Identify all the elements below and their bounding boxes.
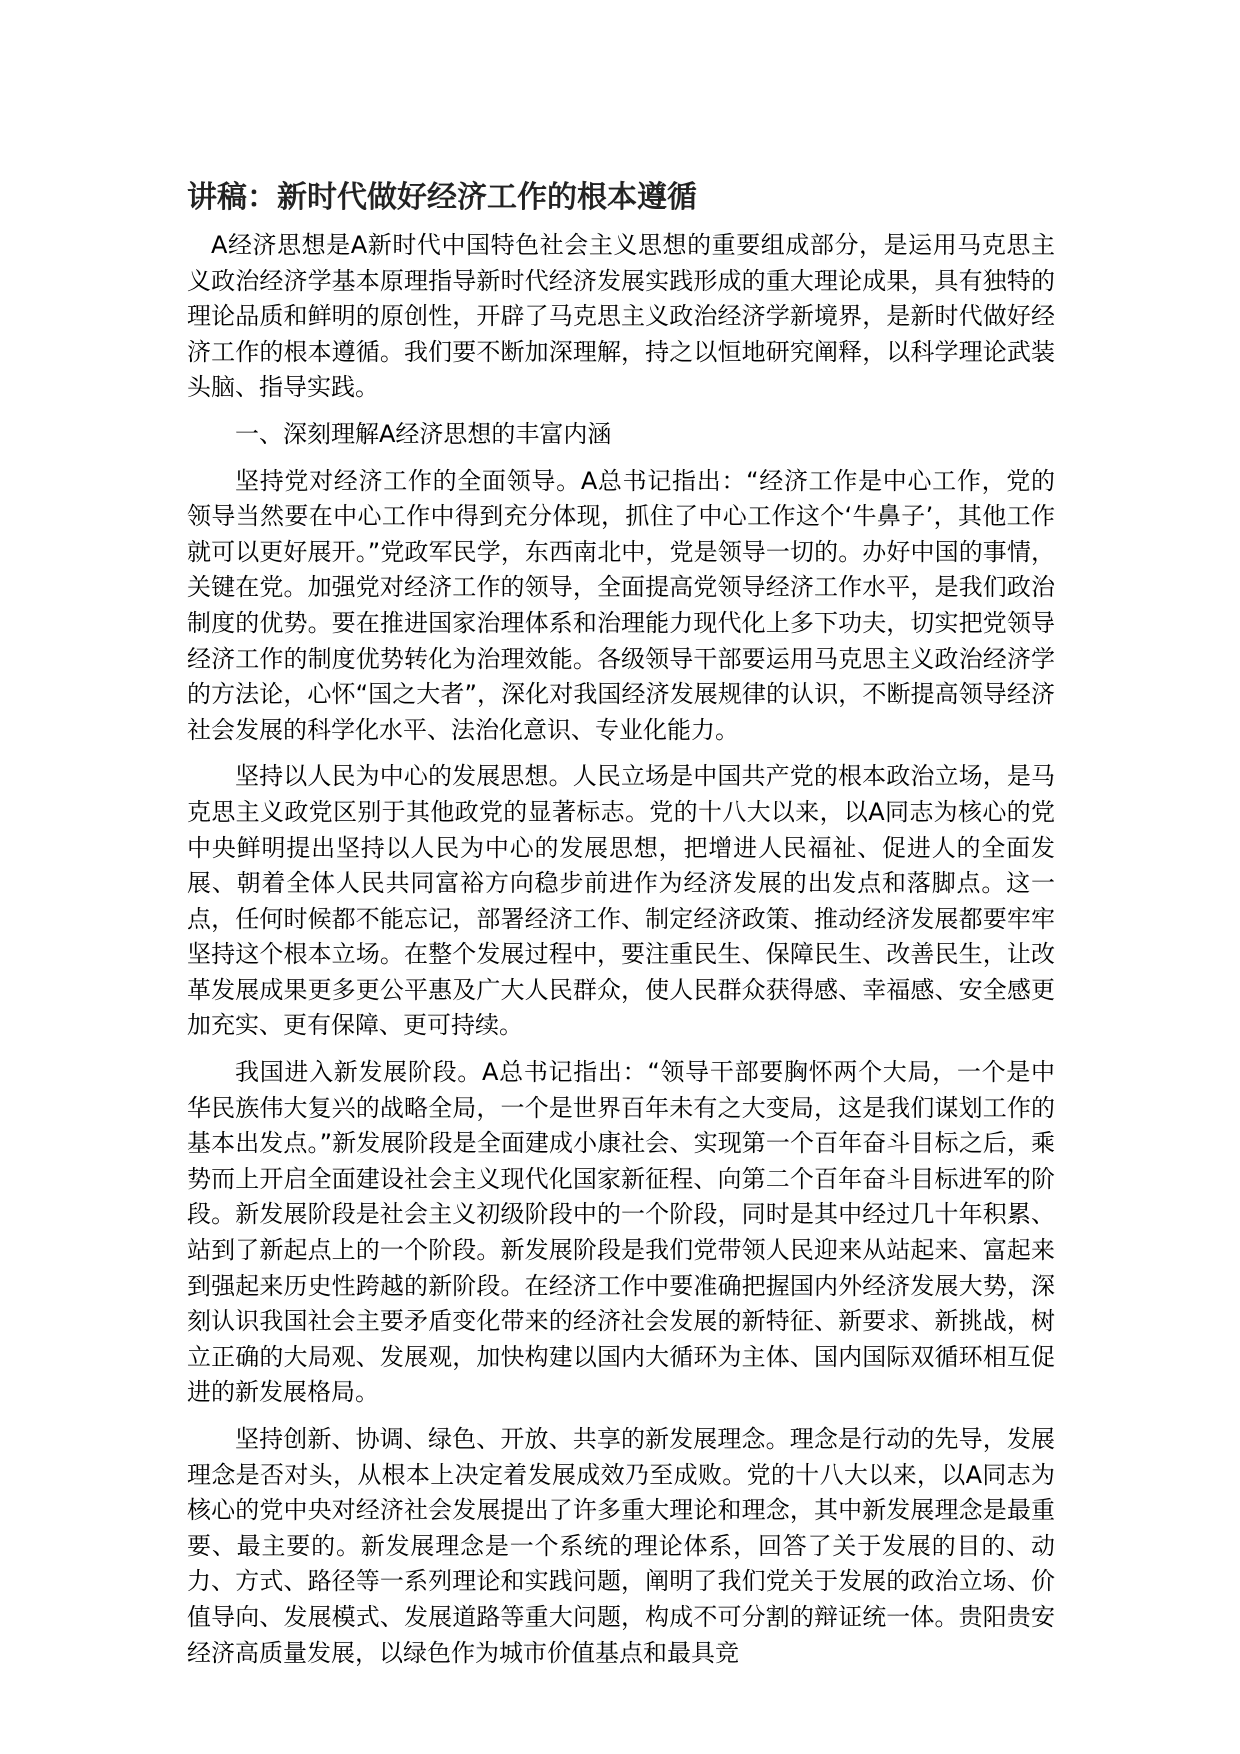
document-page — [187, 178, 1055, 1682]
section-heading: 一、深刻理解A经济思想的丰富内涵 — [235, 419, 612, 448]
paragraph-new-philosophy: 坚持创新、协调、绿色、开放、共享的新发展理念。理念是行动的先导，发展理念是否对头，从根本上决定着发展成效乃至成败。党的十八大以来，以A同志为核心的党中央对经济社会发展提出了许多重大理论和理念，其中新发展理念是最重要、最主要的。新发展理念是一个系统的理论体系，回答了关于发展的目的、动力、方式、路径等一系列理论和实践问题，阐明了我们党关于发展的政治立场、价值导向、发展模式、发展道路等重大问题，构成不可分割的辩证统一体。贵阳贵安经济高质量发展，以绿色作为城市价值基点和最具竞 — [187, 1425, 1055, 1667]
paragraph-people-centered: 坚持以人民为中心的发展思想。人民立场是中国共产党的根本政治立场，是马克思主义政党区别于其他政党的显著标志。党的十八大以来，以A同志为核心的党中央鲜明提出坚持以人民为中心的发展思想，把增进人民福祉、促进人的全面发展、朝着全体人民共同富裕方向稳步前进作为经济发展的出发点和落脚点。这一点，任何时候都不能忘记，部署经济工作、制定经济政策、推动经济发展都要牢牢坚持这个根本立场。在整个发展过程中，要注重民生、保障民生、改善民生，让改革发展成果更多更公平惠及广大人民群众，使人民群众获得感、幸福感、安全感更加充实、更有保障、更可持续。 — [187, 762, 1055, 1040]
paragraph-new-stage: 我国进入新发展阶段。A总书记指出：“领导干部要胸怀两个大局，一个是中华民族伟大复兴的战略全局，一个是世界百年未有之大变局，这是我们谋划工作的基本出发点。”新发展阶段是全面建成小康社会、实现第一个百年奋斗目标之后，乘势而上开启全面建设社会主义现代化国家新征程、向第二个百年奋斗目标进军的阶段。新发展阶段是社会主义初级阶段中的一个阶段，同时是其中经过几十年积累、站到了新起点上的一个阶段。新发展阶段是我们党带领人民迎来从站起来、富起来到强起来历史性跨越的新阶段。在经济工作中要准确把握国内外经济发展大势，深刻认识我国社会主要矛盾变化带来的经济社会发展的新特征、新要求、新挑战，树立正确的大局观、发展观，加快构建以国内大循环为主体、国内国际双循环相互促进的新发展格局。 — [187, 1058, 1055, 1407]
document-title: 讲稿：新时代做好经济工作的根本遵循 — [187, 180, 697, 215]
intro-paragraph: A经济思想是A新时代中国特色社会主义思想的重要组成部分，是运用马克思主义政治经济学基本原理指导新时代经济发展实践形成的重大理论成果，具有独特的理论品质和鲜明的原创性，开辟了马克思主义政治经济学新境界，是新时代做好经济工作的根本遵循。我们要不断加深理解，持之以恒地研究阐释，以科学理论武装头脑、指导实践。 — [187, 231, 1055, 402]
paragraph-party-leadership: 坚持党对经济工作的全面领导。A总书记指出：“经济工作是中心工作，党的领导当然要在中心工作中得到充分体现，抓住了中心工作这个‘牛鼻子’，其他工作就可以更好展开。”党政军民学，东西南北中，党是领导一切的。办好中国的事情，关键在党。加强党对经济工作的领导，全面提高党领导经济工作水平，是我们政治制度的优势。要在推进国家治理体系和治理能力现代化上多下功夫，切实把党领导经济工作的制度优势转化为治理效能。各级领导干部要运用马克思主义政治经济学的方法论，心怀“国之大者”，深化对我国经济发展规律的认识，不断提高领导经济社会发展的科学化水平、法治化意识、专业化能力。 — [187, 466, 1055, 744]
